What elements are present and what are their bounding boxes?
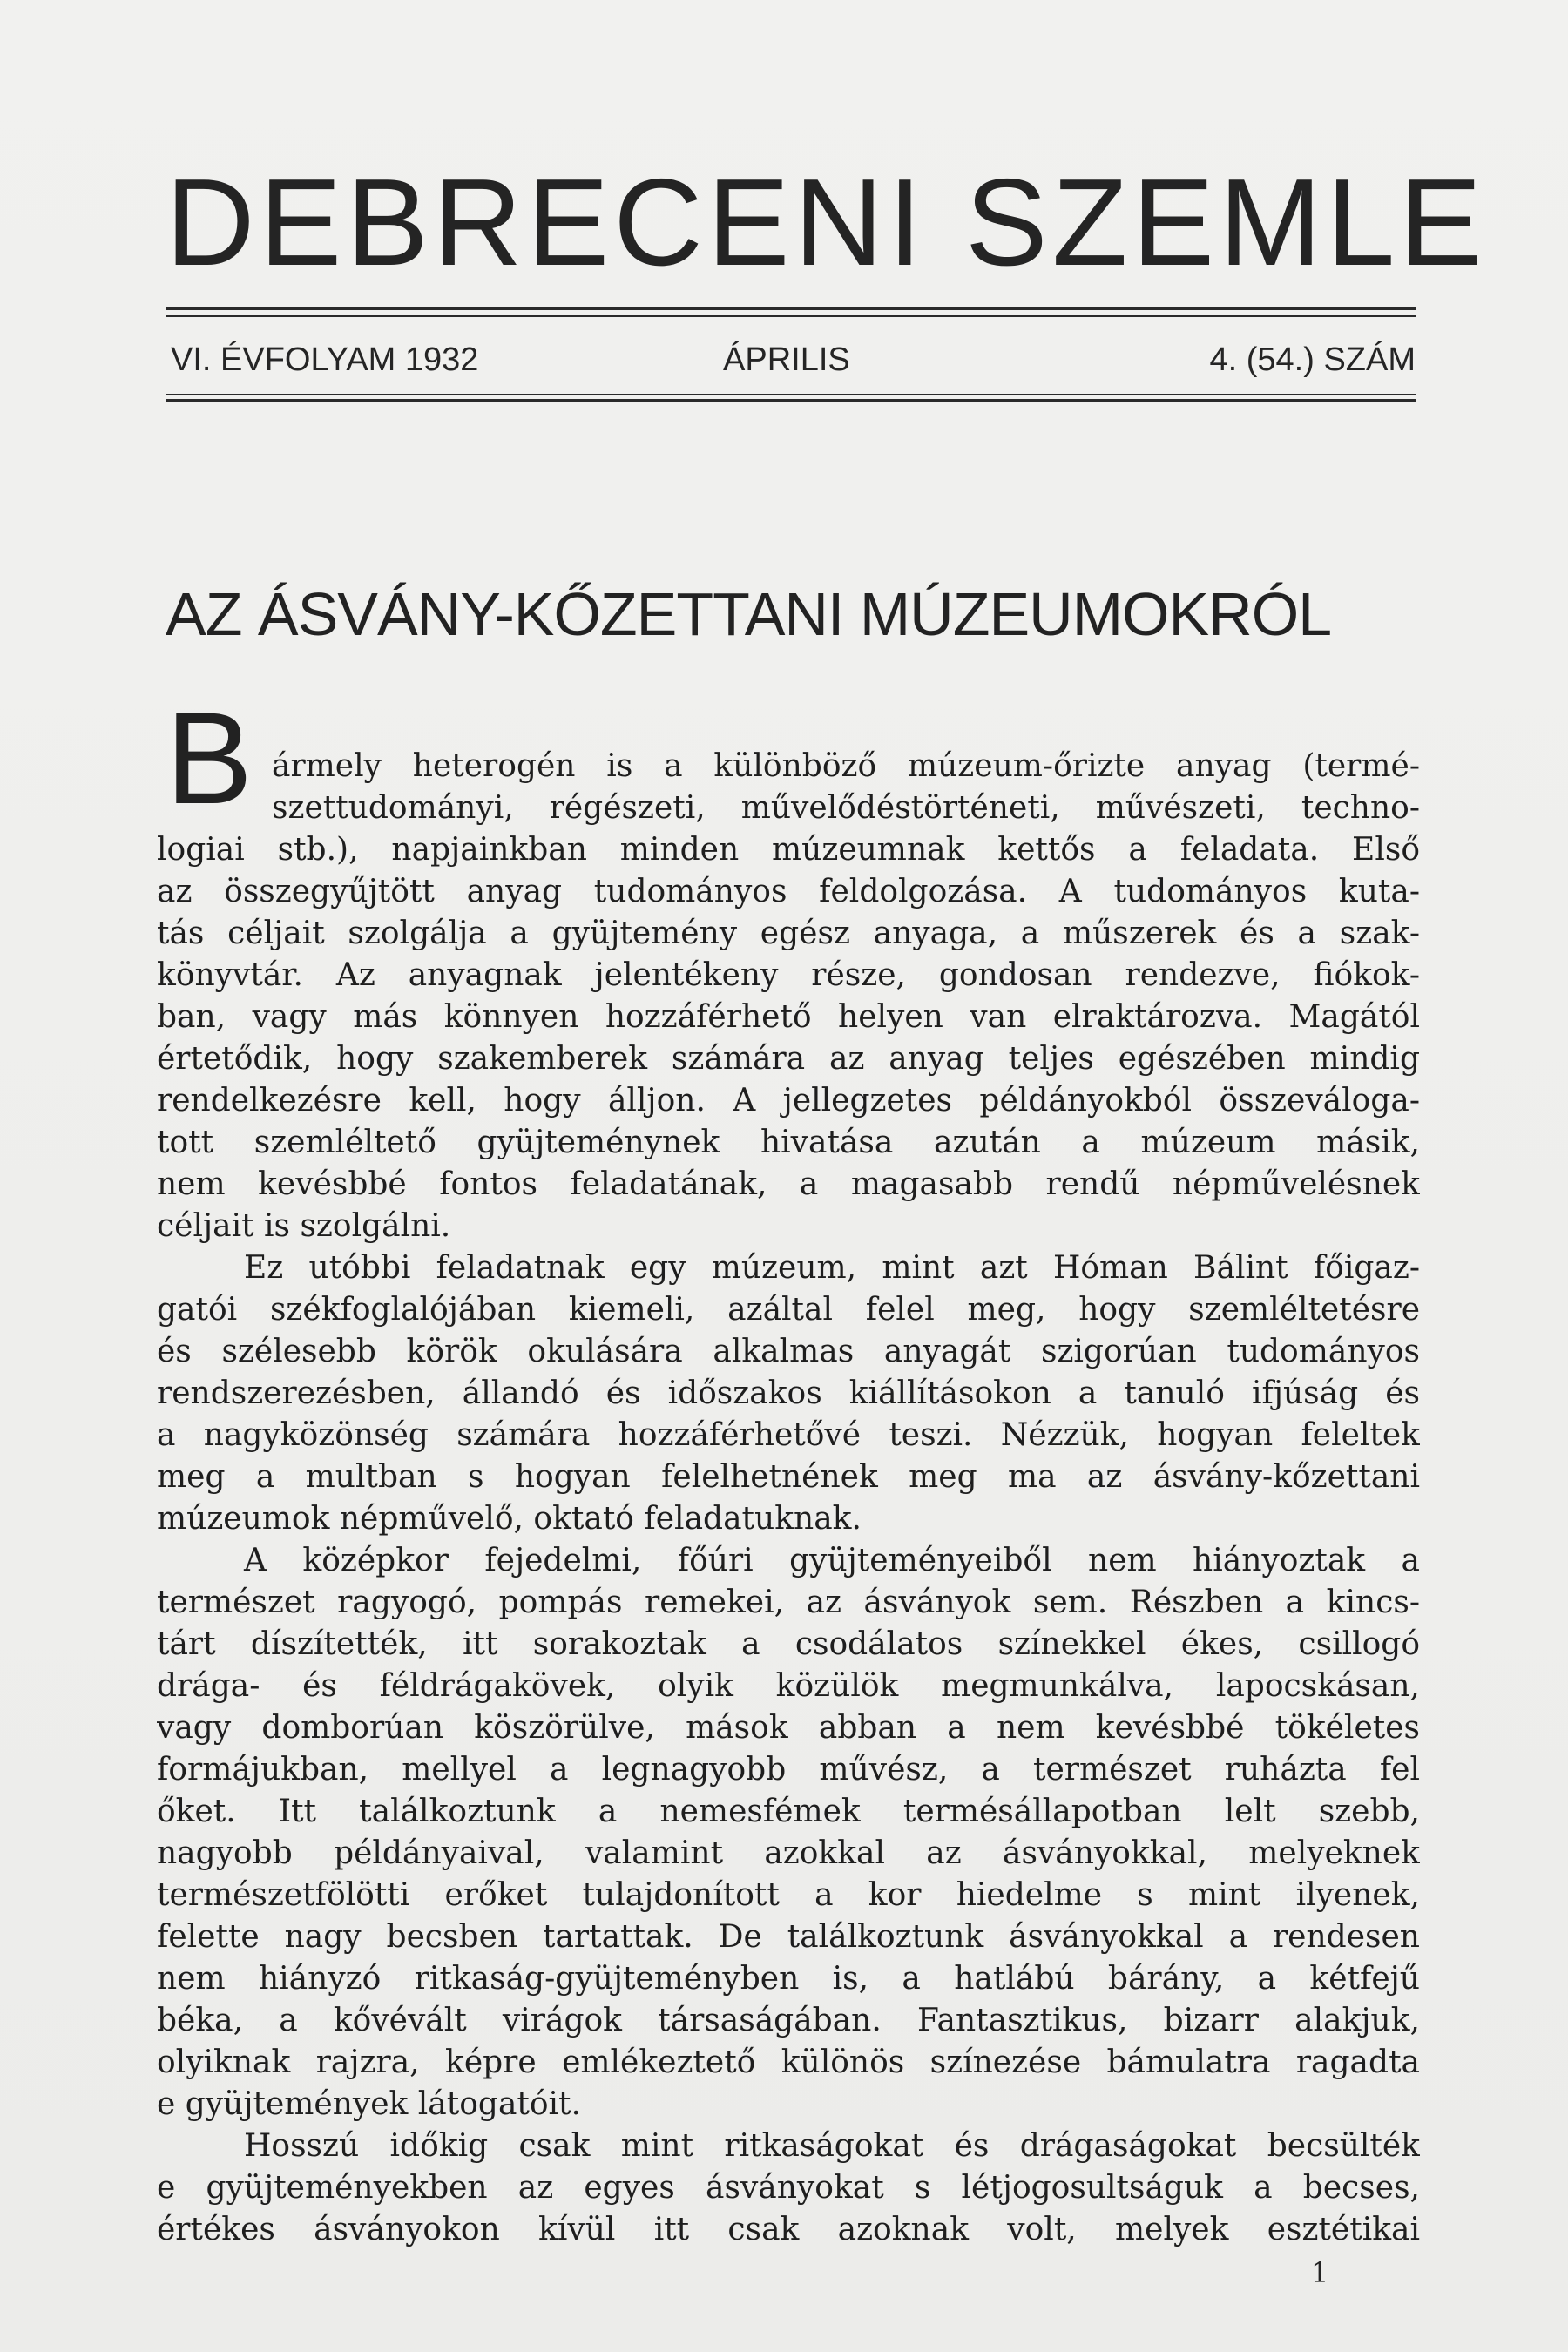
masthead-rule-bottom (166, 399, 1416, 402)
text-line: e gyüjteményekben az egyes ásványokat s létjogosultságuk a becses, (157, 2170, 1420, 2206)
text-line: rendelkezésre kell, hogy álljon. A jellegzetes példányokból összeváloga- (157, 1083, 1420, 1119)
text-line: olyiknak rajzra, képre emlékeztető különös színezése bámulatra ragadta (157, 2044, 1420, 2080)
text-line: gatói székfoglalójában kiemeli, azáltal felel meg, hogy szemléltetésre (157, 1292, 1420, 1328)
text-line: ármely heterogén is a különböző múzeum-őrizte anyag (termé- (272, 748, 1420, 784)
text-line: e gyüjtemények látogatóit. (157, 2086, 581, 2122)
text-line: nem hiányzó ritkaság-gyüjteményben is, a hatlábú bárány, a kétfejű (157, 1961, 1420, 1997)
text-line: az összegyűjtött anyag tudományos feldolgozása. A tudományos kuta- (157, 874, 1420, 909)
text-line: nagyobb példányaival, valamint azokkal az ásványokkal, melyeknek (157, 1835, 1420, 1871)
text-line: logiai stb.), napjainkban minden múzeumnak kettős a feladata. Első (157, 832, 1420, 868)
text-line: tott szemléltető gyüjteménynek hivatása azután a múzeum másik, (157, 1125, 1420, 1160)
text-line: béka, a kővévált virágok társaságában. Fantasztikus, bizarr alakjuk, (157, 2003, 1420, 2038)
masthead-rule-bottom-thin (166, 394, 1416, 395)
text-line: természetfölötti erőket tulajdonított a kor hiedelme s mint ilyenek, (157, 1877, 1420, 1913)
issue-info (166, 341, 1416, 385)
text-line: tás céljait szolgálja a gyüjtemény egész anyaga, a műszerek és a szak- (157, 916, 1420, 951)
text-line: őket. Itt találkoztunk a nemesfémek termésállapotban lelt szebb, (157, 1794, 1420, 1829)
text-line: Ez utóbbi feladatnak egy múzeum, mint azt Hóman Bálint főigaz- (244, 1250, 1420, 1286)
issue-number: 4. (54.) SZÁM (1209, 341, 1416, 378)
text-line: és szélesebb körök okulására alkalmas anyagát szigorúan tudományos (157, 1334, 1420, 1369)
page-number: 1 (1311, 2256, 1329, 2289)
text-line: értékes ásványokon kívül itt csak azoknak volt, melyek esztétikai (157, 2212, 1420, 2247)
text-line: könyvtár. Az anyagnak jelentékeny része, gondosan rendezve, fiókok- (157, 957, 1420, 993)
text-line: vagy domborúan köszörülve, mások abban a nem kevésbbé tökéletes (157, 1710, 1420, 1746)
text-line: felette nagy becsben tartattak. De találkoztunk ásványokkal a rendesen (157, 1919, 1420, 1955)
text-line: természet ragyogó, pompás remekei, az ásványok sem. Részben a kincs- (157, 1585, 1420, 1620)
text-line: formájukban, mellyel a legnagyobb művész, a természet ruházta fel (157, 1752, 1420, 1788)
text-line: tárt díszítették, itt sorakoztak a csodálatos színekkel ékes, csillogó (157, 1626, 1420, 1662)
text-line: rendszerezésben, állandó és időszakos kiállításokon a tanuló ifjúság és (157, 1375, 1420, 1411)
article-title: AZ ÁSVÁNY-KŐZETTANI MÚZEUMOKRÓL (166, 580, 1332, 648)
text-line: A középkor fejedelmi, főúri gyüjteményeiből nem hiányoztak a (244, 1543, 1420, 1578)
text-line: szettudományi, régészeti, művelődéstörténeti, művészeti, techno- (272, 790, 1420, 826)
text-line: céljait is szolgálni. (157, 1208, 451, 1244)
text-line: múzeumok népművelő, oktató feladatuknak. (157, 1501, 862, 1537)
drop-cap: B (166, 685, 253, 831)
issue-month: ÁPRILIS (723, 341, 850, 378)
text-line: értetődik, hogy szakemberek számára az anyag teljes egészében mindig (157, 1041, 1420, 1077)
text-line: a nagyközönség számára hozzáférhetővé teszi. Nézzük, hogyan feleltek (157, 1417, 1420, 1453)
text-line: nem kevésbbé fontos feladatának, a magasabb rendű népművelésnek (157, 1166, 1420, 1202)
text-line: meg a multban s hogyan felelhetnének meg ma az ásvány-kőzettani (157, 1459, 1420, 1495)
issue-volume: VI. ÉVFOLYAM 1932 (171, 341, 479, 378)
text-line: drága- és féldrágakövek, olyik közülök megmunkálva, lapocskásan, (157, 1668, 1420, 1704)
text-line: ban, vagy más könnyen hozzáférhető helyen van elraktározva. Magától (157, 999, 1420, 1035)
text-line: Hosszú időkig csak mint ritkaságokat és drágaságokat becsülték (244, 2128, 1420, 2164)
journal-title: DEBRECENI SZEMLE (166, 153, 1487, 292)
masthead-rule-top (166, 307, 1416, 310)
masthead-rule-top-thin (166, 315, 1416, 317)
